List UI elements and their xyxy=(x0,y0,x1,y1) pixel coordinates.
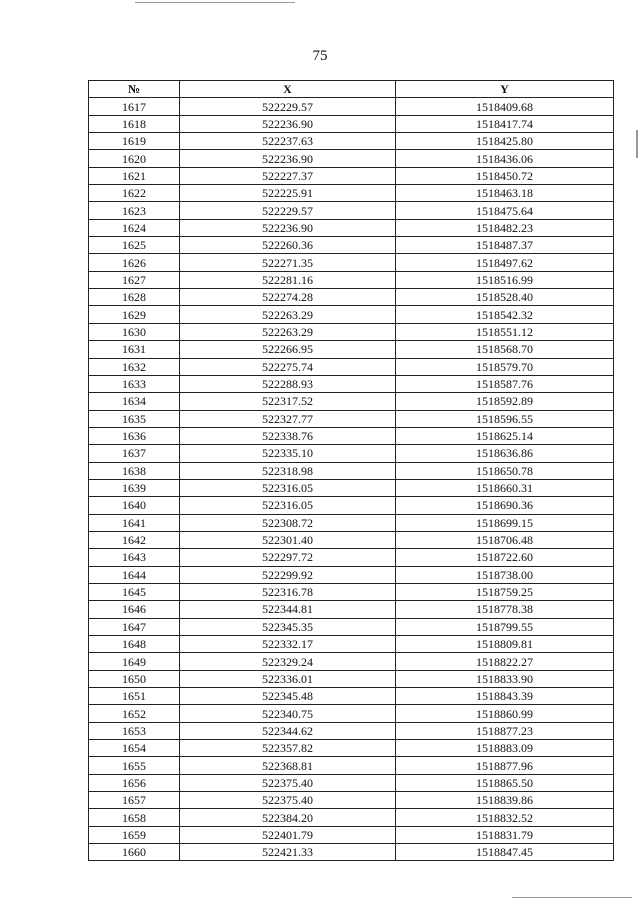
table-row xyxy=(89,670,614,687)
table-row xyxy=(89,410,614,427)
y-coordinate-cell: 1518860.99 xyxy=(396,705,614,722)
x-coordinate-cell: 522263.29 xyxy=(180,323,396,340)
y-coordinate-cell: 1518759.25 xyxy=(396,583,614,600)
x-coordinate-cell: 522275.74 xyxy=(180,358,396,375)
x-coordinate-cell: 522316.05 xyxy=(180,497,396,514)
y-coordinate-cell: 1518475.64 xyxy=(396,202,614,219)
table-row xyxy=(89,740,614,757)
x-coordinate-cell: 522316.05 xyxy=(180,479,396,496)
coordinates-table xyxy=(88,80,614,861)
x-coordinate-cell: 522336.01 xyxy=(180,670,396,687)
y-coordinate-cell: 1518833.90 xyxy=(396,670,614,687)
header-x: X xyxy=(180,81,396,98)
point-number-cell: 1645 xyxy=(89,583,180,600)
table-row xyxy=(89,323,614,340)
table-row xyxy=(89,445,614,462)
table-row xyxy=(89,566,614,583)
table-row xyxy=(89,393,614,410)
header-y: Y xyxy=(396,81,614,98)
point-number-cell: 1637 xyxy=(89,445,180,462)
y-coordinate-cell: 1518596.55 xyxy=(396,410,614,427)
table-row xyxy=(89,150,614,167)
point-number-cell: 1638 xyxy=(89,462,180,479)
table-row xyxy=(89,289,614,306)
y-coordinate-cell: 1518528.40 xyxy=(396,289,614,306)
x-coordinate-cell: 522316.78 xyxy=(180,583,396,600)
x-coordinate-cell: 522318.98 xyxy=(180,462,396,479)
point-number-cell: 1619 xyxy=(89,133,180,150)
scan-artifact-top xyxy=(135,2,295,3)
point-number-cell: 1631 xyxy=(89,341,180,358)
x-coordinate-cell: 522335.10 xyxy=(180,445,396,462)
y-coordinate-cell: 1518722.60 xyxy=(396,549,614,566)
table-row xyxy=(89,375,614,392)
y-coordinate-cell: 1518831.79 xyxy=(396,826,614,843)
point-number-cell: 1633 xyxy=(89,375,180,392)
point-number-cell: 1642 xyxy=(89,531,180,548)
table-row xyxy=(89,427,614,444)
point-number-cell: 1660 xyxy=(89,844,180,861)
y-coordinate-cell: 1518832.52 xyxy=(396,809,614,826)
point-number-cell: 1621 xyxy=(89,167,180,184)
y-coordinate-cell: 1518809.81 xyxy=(396,636,614,653)
x-coordinate-cell: 522332.17 xyxy=(180,636,396,653)
table-row xyxy=(89,306,614,323)
y-coordinate-cell: 1518516.99 xyxy=(396,271,614,288)
table-row xyxy=(89,237,614,254)
table-row xyxy=(89,185,614,202)
point-number-cell: 1639 xyxy=(89,479,180,496)
point-number-cell: 1622 xyxy=(89,185,180,202)
y-coordinate-cell: 1518625.14 xyxy=(396,427,614,444)
y-coordinate-cell: 1518487.37 xyxy=(396,237,614,254)
x-coordinate-cell: 522297.72 xyxy=(180,549,396,566)
table-row xyxy=(89,497,614,514)
x-coordinate-cell: 522288.93 xyxy=(180,375,396,392)
x-coordinate-cell: 522281.16 xyxy=(180,271,396,288)
y-coordinate-cell: 1518417.74 xyxy=(396,115,614,132)
y-coordinate-cell: 1518865.50 xyxy=(396,774,614,791)
y-coordinate-cell: 1518843.39 xyxy=(396,688,614,705)
y-coordinate-cell: 1518450.72 xyxy=(396,167,614,184)
point-number-cell: 1650 xyxy=(89,670,180,687)
x-coordinate-cell: 522375.40 xyxy=(180,774,396,791)
y-coordinate-cell: 1518636.86 xyxy=(396,445,614,462)
point-number-cell: 1651 xyxy=(89,688,180,705)
y-coordinate-cell: 1518497.62 xyxy=(396,254,614,271)
point-number-cell: 1626 xyxy=(89,254,180,271)
point-number-cell: 1657 xyxy=(89,792,180,809)
point-number-cell: 1623 xyxy=(89,202,180,219)
point-number-cell: 1646 xyxy=(89,601,180,618)
y-coordinate-cell: 1518425.80 xyxy=(396,133,614,150)
point-number-cell: 1649 xyxy=(89,653,180,670)
point-number-cell: 1654 xyxy=(89,740,180,757)
point-number-cell: 1617 xyxy=(89,98,180,115)
y-coordinate-cell: 1518877.96 xyxy=(396,757,614,774)
table-row xyxy=(89,115,614,132)
table-row xyxy=(89,757,614,774)
point-number-cell: 1634 xyxy=(89,393,180,410)
table-row xyxy=(89,809,614,826)
x-coordinate-cell: 522344.81 xyxy=(180,601,396,618)
x-coordinate-cell: 522345.35 xyxy=(180,618,396,635)
point-number-cell: 1632 xyxy=(89,358,180,375)
table-row xyxy=(89,601,614,618)
point-number-cell: 1647 xyxy=(89,618,180,635)
x-coordinate-cell: 522236.90 xyxy=(180,219,396,236)
point-number-cell: 1659 xyxy=(89,826,180,843)
y-coordinate-cell: 1518706.48 xyxy=(396,531,614,548)
point-number-cell: 1636 xyxy=(89,427,180,444)
x-coordinate-cell: 522299.92 xyxy=(180,566,396,583)
x-coordinate-cell: 522329.24 xyxy=(180,653,396,670)
x-coordinate-cell: 522225.91 xyxy=(180,185,396,202)
table-row xyxy=(89,462,614,479)
y-coordinate-cell: 1518568.70 xyxy=(396,341,614,358)
table-row xyxy=(89,705,614,722)
y-coordinate-cell: 1518542.32 xyxy=(396,306,614,323)
table-row xyxy=(89,219,614,236)
y-coordinate-cell: 1518436.06 xyxy=(396,150,614,167)
x-coordinate-cell: 522308.72 xyxy=(180,514,396,531)
x-coordinate-cell: 522263.29 xyxy=(180,306,396,323)
x-coordinate-cell: 522327.77 xyxy=(180,410,396,427)
table-row xyxy=(89,358,614,375)
table-row xyxy=(89,618,614,635)
point-number-cell: 1618 xyxy=(89,115,180,132)
table-row xyxy=(89,271,614,288)
x-coordinate-cell: 522229.57 xyxy=(180,202,396,219)
point-number-cell: 1635 xyxy=(89,410,180,427)
point-number-cell: 1641 xyxy=(89,514,180,531)
x-coordinate-cell: 522236.90 xyxy=(180,150,396,167)
y-coordinate-cell: 1518778.38 xyxy=(396,601,614,618)
point-number-cell: 1624 xyxy=(89,219,180,236)
table-row xyxy=(89,479,614,496)
scan-artifact-bottom xyxy=(512,897,632,898)
x-coordinate-cell: 522384.20 xyxy=(180,809,396,826)
point-number-cell: 1648 xyxy=(89,636,180,653)
point-number-cell: 1653 xyxy=(89,722,180,739)
point-number-cell: 1644 xyxy=(89,566,180,583)
x-coordinate-cell: 522345.48 xyxy=(180,688,396,705)
x-coordinate-cell: 522271.35 xyxy=(180,254,396,271)
table-header-row xyxy=(89,81,614,98)
table-row xyxy=(89,341,614,358)
table-row xyxy=(89,826,614,843)
x-coordinate-cell: 522357.82 xyxy=(180,740,396,757)
y-coordinate-cell: 1518660.31 xyxy=(396,479,614,496)
table-row xyxy=(89,549,614,566)
point-number-cell: 1628 xyxy=(89,289,180,306)
y-coordinate-cell: 1518579.70 xyxy=(396,358,614,375)
point-number-cell: 1655 xyxy=(89,757,180,774)
point-number-cell: 1643 xyxy=(89,549,180,566)
point-number-cell: 1640 xyxy=(89,497,180,514)
x-coordinate-cell: 522236.90 xyxy=(180,115,396,132)
table-row xyxy=(89,167,614,184)
point-number-cell: 1652 xyxy=(89,705,180,722)
table-row xyxy=(89,653,614,670)
y-coordinate-cell: 1518839.86 xyxy=(396,792,614,809)
table-row xyxy=(89,792,614,809)
table-row xyxy=(89,98,614,115)
point-number-cell: 1620 xyxy=(89,150,180,167)
y-coordinate-cell: 1518738.00 xyxy=(396,566,614,583)
table-row xyxy=(89,531,614,548)
y-coordinate-cell: 1518463.18 xyxy=(396,185,614,202)
table-body xyxy=(89,98,614,861)
scan-artifact-right xyxy=(636,130,638,158)
point-number-cell: 1625 xyxy=(89,237,180,254)
y-coordinate-cell: 1518650.78 xyxy=(396,462,614,479)
x-coordinate-cell: 522375.40 xyxy=(180,792,396,809)
table-row xyxy=(89,583,614,600)
y-coordinate-cell: 1518690.36 xyxy=(396,497,614,514)
y-coordinate-cell: 1518847.45 xyxy=(396,844,614,861)
table-row xyxy=(89,202,614,219)
header-number: № xyxy=(89,81,180,98)
point-number-cell: 1656 xyxy=(89,774,180,791)
x-coordinate-cell: 522227.37 xyxy=(180,167,396,184)
table-row xyxy=(89,636,614,653)
x-coordinate-cell: 522229.57 xyxy=(180,98,396,115)
y-coordinate-cell: 1518587.76 xyxy=(396,375,614,392)
x-coordinate-cell: 522421.33 xyxy=(180,844,396,861)
y-coordinate-cell: 1518551.12 xyxy=(396,323,614,340)
x-coordinate-cell: 522344.62 xyxy=(180,722,396,739)
x-coordinate-cell: 522340.75 xyxy=(180,705,396,722)
table-row xyxy=(89,688,614,705)
table-row xyxy=(89,774,614,791)
y-coordinate-cell: 1518883.09 xyxy=(396,740,614,757)
x-coordinate-cell: 522338.76 xyxy=(180,427,396,444)
y-coordinate-cell: 1518409.68 xyxy=(396,98,614,115)
table-row xyxy=(89,844,614,861)
x-coordinate-cell: 522301.40 xyxy=(180,531,396,548)
x-coordinate-cell: 522317.52 xyxy=(180,393,396,410)
table-row xyxy=(89,722,614,739)
y-coordinate-cell: 1518699.15 xyxy=(396,514,614,531)
point-number-cell: 1658 xyxy=(89,809,180,826)
y-coordinate-cell: 1518822.27 xyxy=(396,653,614,670)
y-coordinate-cell: 1518877.23 xyxy=(396,722,614,739)
x-coordinate-cell: 522260.36 xyxy=(180,237,396,254)
x-coordinate-cell: 522368.81 xyxy=(180,757,396,774)
point-number-cell: 1629 xyxy=(89,306,180,323)
y-coordinate-cell: 1518592.89 xyxy=(396,393,614,410)
point-number-cell: 1630 xyxy=(89,323,180,340)
table-row xyxy=(89,514,614,531)
point-number-cell: 1627 xyxy=(89,271,180,288)
x-coordinate-cell: 522237.63 xyxy=(180,133,396,150)
x-coordinate-cell: 522401.79 xyxy=(180,826,396,843)
x-coordinate-cell: 522266.95 xyxy=(180,341,396,358)
y-coordinate-cell: 1518482.23 xyxy=(396,219,614,236)
page-number: 75 xyxy=(312,48,328,64)
y-coordinate-cell: 1518799.55 xyxy=(396,618,614,635)
table-row xyxy=(89,254,614,271)
table-row xyxy=(89,133,614,150)
x-coordinate-cell: 522274.28 xyxy=(180,289,396,306)
